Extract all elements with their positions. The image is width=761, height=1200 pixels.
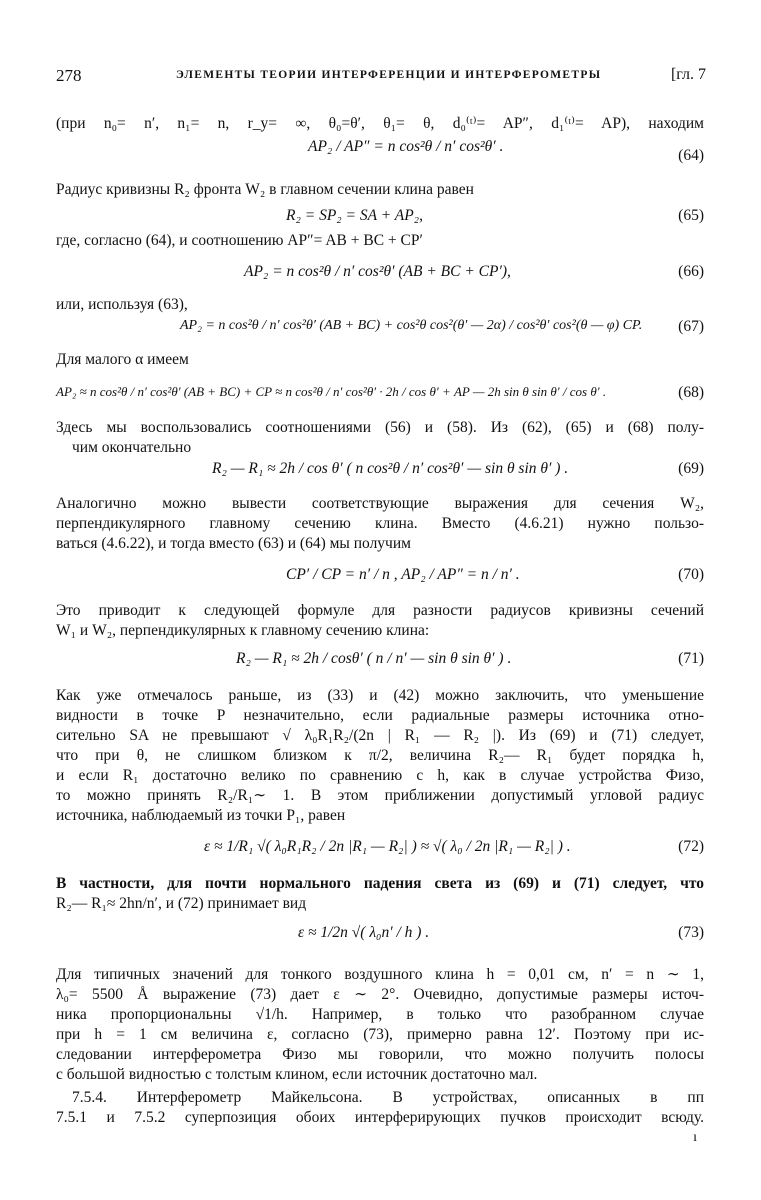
text-line: то можно принять R₂/R₁∼ 1. В этом приближении допустимый угловой радиус: [56, 787, 704, 804]
text-line: W₁ и W₂, перпендикулярных к главному сечению клина:: [56, 622, 430, 639]
text-line: ваться (4.6.22), и тогда вместо (63) и (64) мы получим: [56, 535, 411, 552]
equation-number: (70): [678, 566, 704, 583]
text-line: R₂— R₁≈ 2hn/n′, и (72) принимает вид: [56, 895, 307, 912]
equation-72: ε ≈ 1/R₁ √( λ₀R₁R₂ / 2n |R₁ — R₂| ) ≈ √( λ₀ / 2n |R₁ — R₂| ) .: [204, 838, 571, 855]
text-line: где, согласно (64), и соотношению AP″= AB + BC + CP′: [56, 232, 423, 249]
text-line: сительно SA не превышают √ λ₀R₁R₂/(2n | R₁ — R₂ |). Из (69) и (71) следует,: [56, 727, 704, 744]
equation-number: (69): [678, 460, 704, 477]
chapter-label: [гл. 7: [670, 66, 706, 83]
page-number: 278: [56, 66, 82, 85]
text-line: чим окончательно: [72, 439, 192, 456]
text-line: Для малого α имеем: [56, 351, 189, 368]
text-line: Здесь мы воспользовались соотношениями (56) и (58). Из (62), (65) и (68) полу-: [56, 419, 704, 436]
text-line: Для типичных значений для тонкого воздушного клина h = 0,01 см, n′ = n ∼ 1,: [56, 966, 704, 983]
text-line: ника пропорциональны √1/h. Например, в только что разобранном случае: [56, 1006, 704, 1023]
equation-number: (68): [678, 384, 704, 401]
equation-68: AP₂ ≈ n cos²θ / n′ cos²θ′ (AB + BC) + CP ≈ n cos²θ / n′ cos²θ′ · 2h / cos θ′ + AP — 2h sin θ sin θ′ / cos θ′ .: [56, 384, 607, 399]
text-line: λ₀= 5500 Å выражение (73) дает ε ∼ 2°. Очевидно, допустимые размеры источ-: [56, 986, 704, 1003]
equation-number: (65): [678, 207, 704, 224]
equation-number: (66): [678, 263, 704, 280]
page-mark: ı: [693, 1130, 697, 1145]
running-header: [56, 66, 706, 90]
equation-67: AP₂ = n cos²θ / n′ cos²θ′ (AB + BC) + cos²θ cos²(θ′ — 2α) / cos²θ′ cos²(θ — φ) CP.: [180, 318, 643, 333]
text-line: при h = 1 см величина ε, согласно (73), примерно равна 12′. Поэтому при ис-: [56, 1026, 704, 1043]
equation-69: R₂ — R₁ ≈ 2h / cos θ′ ( n cos²θ / n′ cos²θ′ — sin θ sin θ′ ) .: [212, 460, 569, 477]
text-line: В частности, для почти нормального падения света из (69) и (71) следует, что: [56, 875, 704, 892]
text-line: Это приводит к следующей формуле для разности радиусов кривизны сечений: [56, 602, 704, 619]
equation-number: (73): [678, 924, 704, 941]
equation-number: (71): [678, 650, 704, 667]
equation-64: AP₂ / AP″ = n cos²θ / n′ cos²θ′ .: [308, 138, 504, 155]
equation-65: R₂ = SP₂ = SA + AP₂,: [286, 207, 423, 224]
text-line: Как уже отмечалось раньше, из (33) и (42) можно заключить, что уменьшение: [56, 687, 704, 704]
equation-number: (67): [678, 318, 704, 335]
equation-73: ε ≈ 1/2n √( λ₀n′ / h ) .: [298, 924, 430, 941]
text-line: и если R₁ достаточно велико по сравнению с h, как в случае устройства Физо,: [56, 767, 704, 784]
text-line: перпендикулярного главному сечению клина. Вместо (4.6.21) нужно пользо-: [56, 515, 704, 532]
text-line: Аналогично можно вывести соответствующие выражения для сечения W₂,: [56, 495, 704, 512]
running-title: ЭЛЕМЕНТЫ ТЕОРИИ ИНТЕРФЕРЕНЦИИ И ИНТЕРФЕРОМЕТРЫ: [176, 69, 602, 81]
equation-number: (72): [678, 838, 704, 855]
text-line: 7.5.1 и 7.5.2 суперпозиция обоих интерферирующих пучков происходит всюду.: [56, 1109, 704, 1126]
text-line: что при θ, не слишком близком к π/2, величина R₂— R₁ будет порядка h,: [56, 747, 704, 764]
text-line: видности в точке P незначительно, если радиальные размеры источника отно-: [56, 707, 704, 724]
text-line: с большой видностью с толстым клином, если источник достаточно мал.: [56, 1066, 538, 1083]
text-line: (при n₀= n′, n₁= n, r_y= ∞, θ₀=θ′, θ₁= θ, d₀⁽ᵗ⁾= AP″, d₁⁽ᵗ⁾= AP), находим: [56, 115, 704, 132]
equation-66: AP₂ = n cos²θ / n′ cos²θ′ (AB + BC + CP′),: [244, 263, 511, 280]
section-heading-line: 7.5.4. Интерферометр Майкельсона. В устройствах, описанных в пп: [72, 1089, 704, 1106]
text-line: Радиус кривизны R₂ фронта W₂ в главном сечении клина равен: [56, 181, 474, 198]
equation-number: (64): [678, 147, 704, 164]
text-line: источника, наблюдаемый из точки P₁, равен: [56, 807, 346, 824]
text-line: или, используя (63),: [56, 296, 188, 313]
text-line: следовании интерферометра Физо мы говорили, что можно получить полосы: [56, 1046, 704, 1063]
equation-71: R₂ — R₁ ≈ 2h / cosθ′ ( n / n′ — sin θ sin θ′ ) .: [236, 650, 512, 667]
equation-70: CP′ / CP = n′ / n , AP₂ / AP″ = n / n′ .: [286, 566, 520, 583]
